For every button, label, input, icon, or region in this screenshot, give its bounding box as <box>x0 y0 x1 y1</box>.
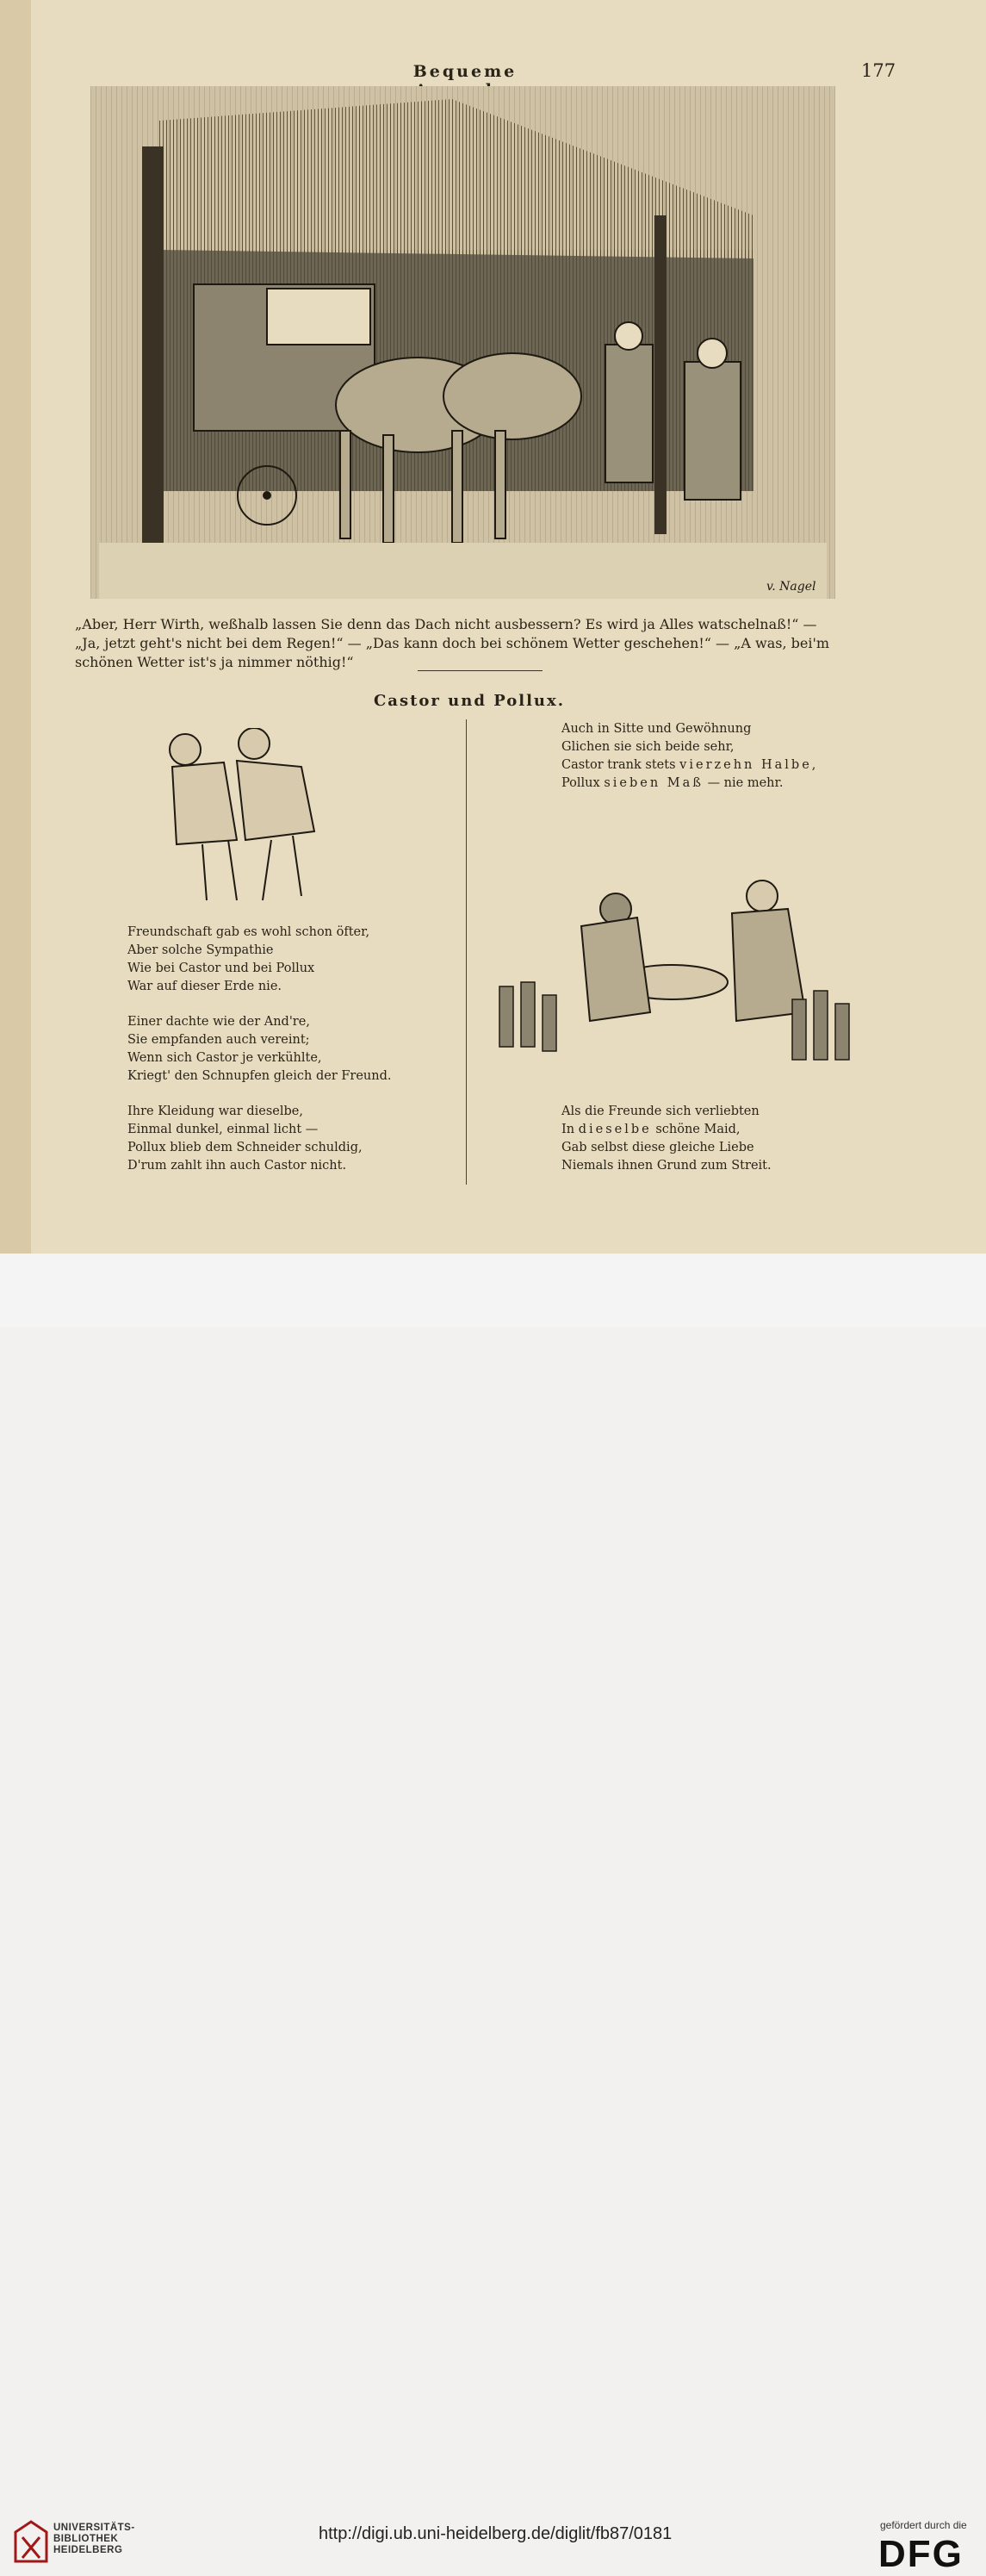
verse-emphasis: sieben Maß <box>604 776 704 790</box>
verse-emphasis: vierzehn Halbe, <box>679 758 819 772</box>
verse-line: War auf dieser Erde nie. <box>127 980 282 993</box>
verse-line: Auch in Sitte und Gewöhnung <box>561 722 752 736</box>
verse-text: Pollux <box>561 776 605 790</box>
illustration-caption <box>75 615 859 672</box>
dfg-logo: DFG <box>878 2533 964 2575</box>
verse-line <box>561 775 818 793</box>
caption-line: „Ja, jetzt geht's nicht bei dem Regen!“ — „Das kann doch bei schönem Wetter geschehen!“ — „A was, bei'm <box>75 635 830 651</box>
page-gutter <box>0 0 31 1254</box>
scanned-page <box>0 0 986 1254</box>
illustration-castor-pollux-standing <box>142 728 357 913</box>
verse-text: schöne Maid, <box>651 1123 741 1136</box>
poem-title: Castor und Pollux. <box>373 692 566 710</box>
shed-post-right <box>654 215 667 534</box>
verse-emphasis: dieselbe <box>578 1123 652 1136</box>
verse-line: Kriegt' den Schnupfen gleich der Freund. <box>127 1069 392 1083</box>
library-name-line: BIBLIOTHEK <box>53 2534 119 2544</box>
verse-line: Einer dachte wie der And're, <box>127 1015 310 1029</box>
column-divider <box>466 719 467 1185</box>
verse-line: D'rum zahlt ihn auch Castor nicht. <box>127 1159 347 1173</box>
verse-line: Niemals ihnen Grund zum Streit. <box>561 1159 772 1173</box>
verse-line: Wie bei Castor und bei Pollux <box>127 961 315 975</box>
verse-line: Sie empfanden auch vereint; <box>127 1033 310 1047</box>
library-name <box>53 2523 135 2556</box>
verse-line: Aber solche Sympathie <box>127 943 274 957</box>
verse-line: Gab selbst diese gleiche Liebe <box>561 1141 754 1154</box>
permalink[interactable]: http://digi.ub.uni-heidelberg.de/diglit/fb87/0181 <box>319 2524 673 2543</box>
funding-note: gefördert durch die <box>880 2519 967 2531</box>
verse-line: Einmal dunkel, einmal licht — <box>127 1123 319 1136</box>
verse-line: Pollux blieb dem Schneider schuldig, <box>127 1141 363 1154</box>
viewer-footer <box>0 1254 986 2575</box>
caption-line: „Aber, Herr Wirth, weßhalb lassen Sie denn das Dach nicht ausbessern? Es wird ja Alles watschelnaß!“ — <box>75 616 817 632</box>
library-name-line: UNIVERSITÄTS- <box>53 2523 135 2533</box>
verse-line: Als die Freunde sich verliebten <box>561 1104 760 1118</box>
verse-line: Glichen sie sich beide sehr, <box>561 740 735 754</box>
stanza-1 <box>127 924 369 996</box>
stanza-4 <box>561 720 818 793</box>
stanza-5 <box>561 1103 772 1175</box>
page-number: 177 <box>861 60 896 81</box>
stanza-2 <box>127 1013 392 1086</box>
verse-line <box>561 1121 772 1139</box>
verse-text: In <box>561 1123 579 1136</box>
shed-post-left <box>142 146 164 551</box>
verse-text: — nie mehr. <box>703 776 784 790</box>
verse-line: Freundschaft gab es wohl schon öfter, <box>127 925 370 939</box>
illustration-carriage-shed <box>90 86 835 599</box>
verse-line: Wenn sich Castor je verkühlte, <box>127 1051 322 1065</box>
verse-line: Ihre Kleidung war dieselbe, <box>127 1104 303 1118</box>
illustration-signature: v. Nagel <box>766 580 816 594</box>
caption-line: schönen Wetter ist's ja nimmer nöthig!“ <box>75 654 354 670</box>
section-divider <box>418 670 543 671</box>
stanza-3 <box>127 1103 363 1175</box>
library-name-line: HEIDELBERG <box>53 2545 123 2555</box>
illustration-drinking-scene <box>487 814 878 1094</box>
university-logo-icon <box>14 2520 48 2563</box>
verse-line <box>561 756 818 775</box>
verse-text: Castor trank stets <box>561 758 680 772</box>
page-title: Bequeme <box>412 62 518 81</box>
